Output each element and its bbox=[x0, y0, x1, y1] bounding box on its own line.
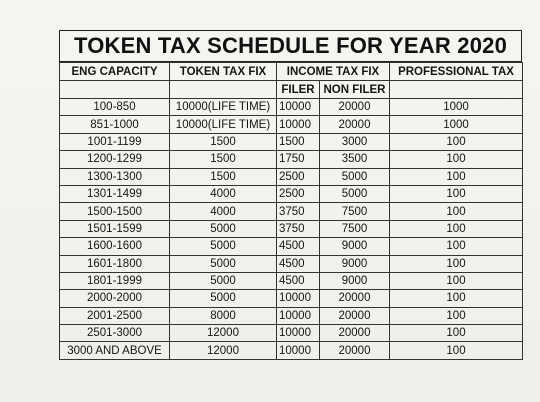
cell-filer: 2500 bbox=[277, 168, 320, 185]
cell-professional-tax: 1000 bbox=[390, 116, 523, 133]
cell-token-tax: 4000 bbox=[170, 203, 277, 220]
cell-token-tax: 4000 bbox=[170, 185, 277, 202]
table-row bbox=[60, 185, 523, 202]
cell-token-tax: 5000 bbox=[170, 290, 277, 307]
header-token-tax-fix: TOKEN TAX FIX bbox=[170, 63, 277, 81]
cell-eng-capacity: 1200-1299 bbox=[60, 151, 170, 168]
header-blank-eng bbox=[60, 81, 170, 99]
cell-eng-capacity: 1001-1199 bbox=[60, 133, 170, 150]
header-income-tax-fix: INCOME TAX FIX bbox=[277, 63, 390, 81]
cell-professional-tax: 100 bbox=[390, 307, 523, 324]
cell-token-tax: 10000(LIFE TIME) bbox=[170, 99, 277, 116]
cell-non-filer: 3500 bbox=[320, 151, 390, 168]
cell-filer: 10000 bbox=[277, 342, 320, 359]
cell-eng-capacity: 1601-1800 bbox=[60, 255, 170, 272]
table-row bbox=[60, 290, 523, 307]
cell-filer: 3750 bbox=[277, 203, 320, 220]
cell-token-tax: 5000 bbox=[170, 220, 277, 237]
cell-filer: 10000 bbox=[277, 307, 320, 324]
cell-eng-capacity: 2000-2000 bbox=[60, 290, 170, 307]
header-blank-prof bbox=[390, 81, 523, 99]
cell-token-tax: 1500 bbox=[170, 133, 277, 150]
cell-non-filer: 5000 bbox=[320, 168, 390, 185]
cell-professional-tax: 100 bbox=[390, 238, 523, 255]
cell-token-tax: 5000 bbox=[170, 272, 277, 289]
cell-token-tax: 12000 bbox=[170, 325, 277, 342]
tax-table bbox=[59, 62, 523, 360]
cell-eng-capacity: 100-850 bbox=[60, 99, 170, 116]
cell-token-tax: 5000 bbox=[170, 255, 277, 272]
table-row bbox=[60, 238, 523, 255]
cell-non-filer: 20000 bbox=[320, 307, 390, 324]
cell-professional-tax: 100 bbox=[390, 220, 523, 237]
cell-filer: 2500 bbox=[277, 185, 320, 202]
table-row bbox=[60, 99, 523, 116]
cell-non-filer: 3000 bbox=[320, 133, 390, 150]
cell-eng-capacity: 2001-2500 bbox=[60, 307, 170, 324]
cell-eng-capacity: 1500-1500 bbox=[60, 203, 170, 220]
table-row bbox=[60, 133, 523, 150]
cell-filer: 10000 bbox=[277, 325, 320, 342]
cell-professional-tax: 100 bbox=[390, 203, 523, 220]
header-filer: FILER bbox=[277, 81, 320, 99]
cell-eng-capacity: 1801-1999 bbox=[60, 272, 170, 289]
cell-filer: 10000 bbox=[277, 99, 320, 116]
cell-token-tax: 5000 bbox=[170, 238, 277, 255]
cell-professional-tax: 100 bbox=[390, 290, 523, 307]
cell-filer: 4500 bbox=[277, 272, 320, 289]
cell-eng-capacity: 1301-1499 bbox=[60, 185, 170, 202]
cell-eng-capacity: 1501-1599 bbox=[60, 220, 170, 237]
cell-professional-tax: 1000 bbox=[390, 99, 523, 116]
cell-non-filer: 9000 bbox=[320, 255, 390, 272]
cell-professional-tax: 100 bbox=[390, 255, 523, 272]
page-title: TOKEN TAX SCHEDULE FOR YEAR 2020 bbox=[59, 30, 522, 62]
cell-non-filer: 9000 bbox=[320, 238, 390, 255]
cell-non-filer: 9000 bbox=[320, 272, 390, 289]
header-blank-token bbox=[170, 81, 277, 99]
table-row bbox=[60, 168, 523, 185]
cell-eng-capacity: 2501-3000 bbox=[60, 325, 170, 342]
cell-token-tax: 8000 bbox=[170, 307, 277, 324]
cell-filer: 3750 bbox=[277, 220, 320, 237]
cell-token-tax: 12000 bbox=[170, 342, 277, 359]
table-row bbox=[60, 307, 523, 324]
cell-filer: 1750 bbox=[277, 151, 320, 168]
table-row bbox=[60, 272, 523, 289]
cell-non-filer: 5000 bbox=[320, 185, 390, 202]
cell-non-filer: 20000 bbox=[320, 290, 390, 307]
cell-professional-tax: 100 bbox=[390, 168, 523, 185]
table-row bbox=[60, 203, 523, 220]
cell-professional-tax: 100 bbox=[390, 325, 523, 342]
table-row bbox=[60, 220, 523, 237]
cell-professional-tax: 100 bbox=[390, 133, 523, 150]
cell-non-filer: 7500 bbox=[320, 203, 390, 220]
cell-filer: 4500 bbox=[277, 255, 320, 272]
cell-token-tax: 10000(LIFE TIME) bbox=[170, 116, 277, 133]
cell-eng-capacity: 1600-1600 bbox=[60, 238, 170, 255]
table-row bbox=[60, 342, 523, 359]
cell-filer: 1500 bbox=[277, 133, 320, 150]
cell-filer: 10000 bbox=[277, 116, 320, 133]
cell-non-filer: 20000 bbox=[320, 116, 390, 133]
cell-eng-capacity: 1300-1300 bbox=[60, 168, 170, 185]
cell-non-filer: 20000 bbox=[320, 342, 390, 359]
cell-professional-tax: 100 bbox=[390, 272, 523, 289]
cell-non-filer: 20000 bbox=[320, 99, 390, 116]
header-non-filer: NON FILER bbox=[320, 81, 390, 99]
cell-professional-tax: 100 bbox=[390, 151, 523, 168]
cell-professional-tax: 100 bbox=[390, 185, 523, 202]
cell-eng-capacity: 3000 AND ABOVE bbox=[60, 342, 170, 359]
table-row bbox=[60, 255, 523, 272]
cell-eng-capacity: 851-1000 bbox=[60, 116, 170, 133]
cell-non-filer: 20000 bbox=[320, 325, 390, 342]
cell-filer: 10000 bbox=[277, 290, 320, 307]
cell-token-tax: 1500 bbox=[170, 168, 277, 185]
table-row bbox=[60, 116, 523, 133]
cell-filer: 4500 bbox=[277, 238, 320, 255]
cell-non-filer: 7500 bbox=[320, 220, 390, 237]
header-professional-tax: PROFESSIONAL TAX bbox=[390, 63, 523, 81]
cell-professional-tax: 100 bbox=[390, 342, 523, 359]
header-eng-capacity: ENG CAPACITY bbox=[60, 63, 170, 81]
table-row bbox=[60, 325, 523, 342]
table-row bbox=[60, 151, 523, 168]
cell-token-tax: 1500 bbox=[170, 151, 277, 168]
